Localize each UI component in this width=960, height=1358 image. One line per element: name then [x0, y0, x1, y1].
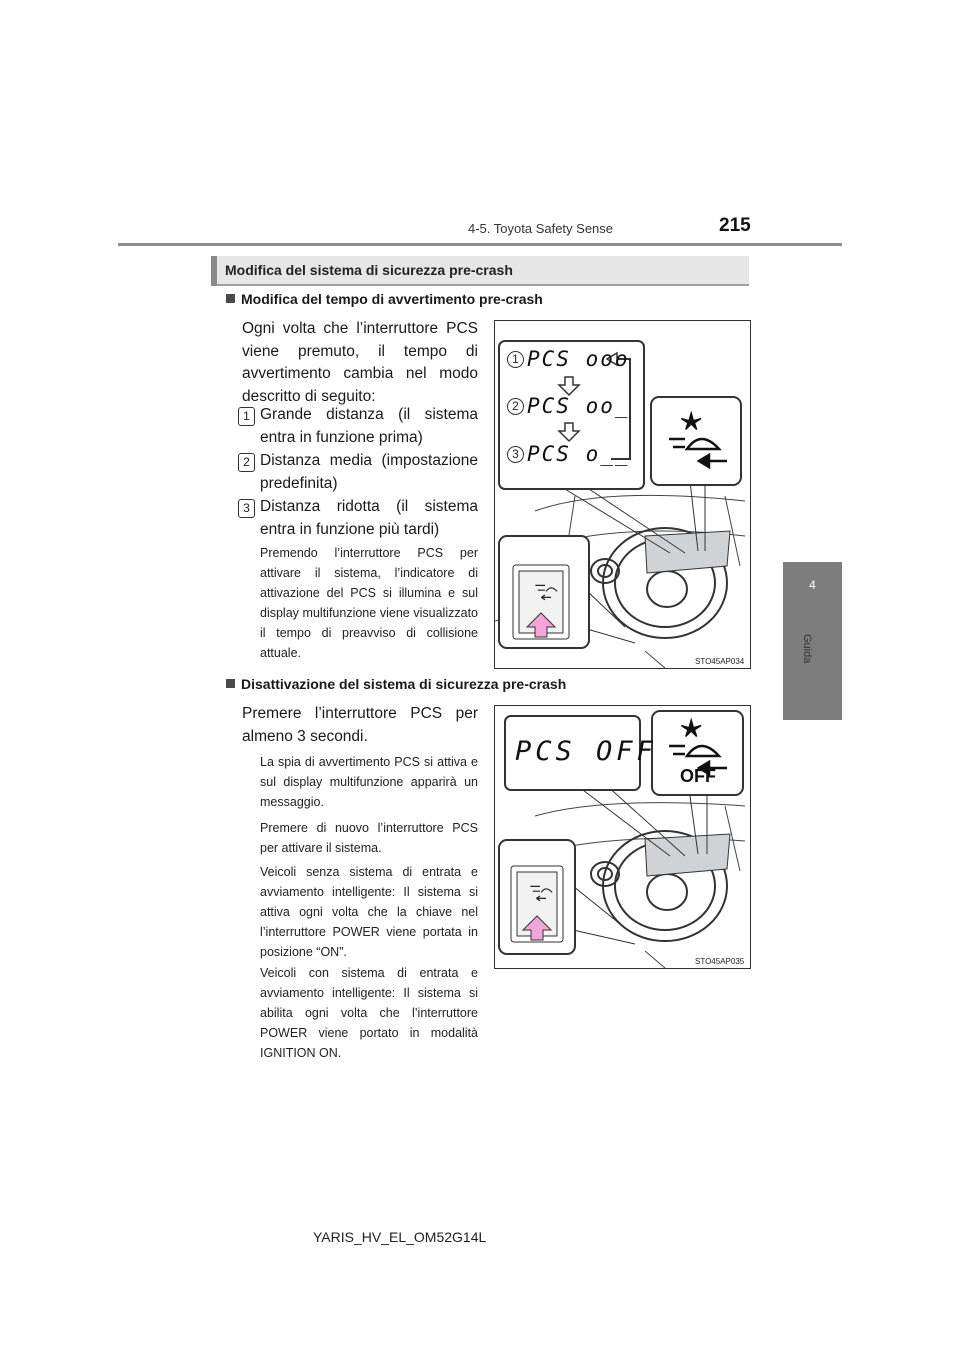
display-text-1: PCS ooo: [527, 347, 630, 371]
intro-paragraph: Ogni volta che l’interruttore PCS viene premuto, il tempo di avvertimento cambia nel modo descritto di seguito:: [242, 320, 478, 405]
chapter-label: Guida: [801, 634, 813, 664]
header-section-title: 4-5. Toyota Safety Sense: [468, 221, 614, 236]
document-code-footer: YARIS_HV_EL_OM52G14L: [313, 1229, 487, 1245]
deactivation-note-1: La spia di avvertimento PCS si attiva e sul display multifunzione apparirà un messaggio.: [260, 755, 478, 809]
item-marker-2: 2: [238, 453, 255, 472]
figure-marker-3: 3: [507, 446, 524, 463]
item-text-2: Distanza media (impostazione predefinita): [260, 452, 478, 492]
item-text-1: Grande distanza (il sistema entra in funzione prima): [260, 406, 478, 446]
figure-deactivation: [494, 705, 751, 969]
chapter-number: 4: [809, 578, 816, 592]
display-text-2: PCS oo_: [527, 394, 630, 418]
figure-warning-time: [494, 320, 751, 669]
deactivation-instruction: Premere l’interruttore PCS per almeno 3 secondi.: [242, 705, 478, 745]
figure-code: STO45AP035: [695, 957, 745, 966]
figure-marker-1: 1: [507, 351, 524, 368]
item-text-3: Distanza ridotta (il sistema entra in funzione più tardi): [260, 498, 478, 538]
item-marker-3: 3: [238, 499, 255, 518]
figure-code: STO45AP034: [695, 657, 745, 666]
subheading-text: Modifica del tempo di avvertimento pre-crash: [241, 291, 543, 307]
display-text-3: PCS o__: [527, 442, 630, 466]
display-pcs-off-text: PCS OFF: [515, 736, 657, 767]
subheading-warning-time: [226, 291, 543, 307]
section-title: Modifica del sistema di sicurezza pre-crash: [225, 262, 513, 278]
note-paragraph: Premendo l’interruttore PCS per attivare il sistema, l’indicatore di attivazione del PCS si illumina e sul display multifunzione viene visualizzato il tempo di preavviso di collisione attuale.: [260, 546, 478, 660]
deactivation-note-3: Veicoli senza sistema di entrata e avviamento intelligente: Il sistema si attiva ogni volta che la chiave nel l’interruttore POWER viene portata in posizione “ON”.: [260, 865, 478, 959]
page-number: 215: [719, 215, 751, 236]
header-rule: [118, 243, 842, 246]
section-bar-accent: [211, 256, 217, 286]
item-marker-1: 1: [238, 407, 255, 426]
subheading-text: Disattivazione del sistema di sicurezza pre-crash: [241, 676, 567, 692]
figure-warning-time-drawing: [495, 321, 750, 668]
figure-marker-2: 2: [507, 398, 524, 415]
square-bullet-icon: [226, 294, 235, 303]
off-indicator-label: OFF: [680, 766, 716, 786]
deactivation-note-4: Veicoli con sistema di entrata e avviamento intelligente: Il sistema si abilita ogni volta che l’interruttore POWER viene portato in modalità IGNITION ON.: [260, 966, 478, 1060]
deactivation-note-2: Premere di nuovo l’interruttore PCS per attivare il sistema.: [260, 821, 478, 855]
subheading-deactivation: [226, 676, 566, 692]
square-bullet-icon: [226, 679, 235, 688]
